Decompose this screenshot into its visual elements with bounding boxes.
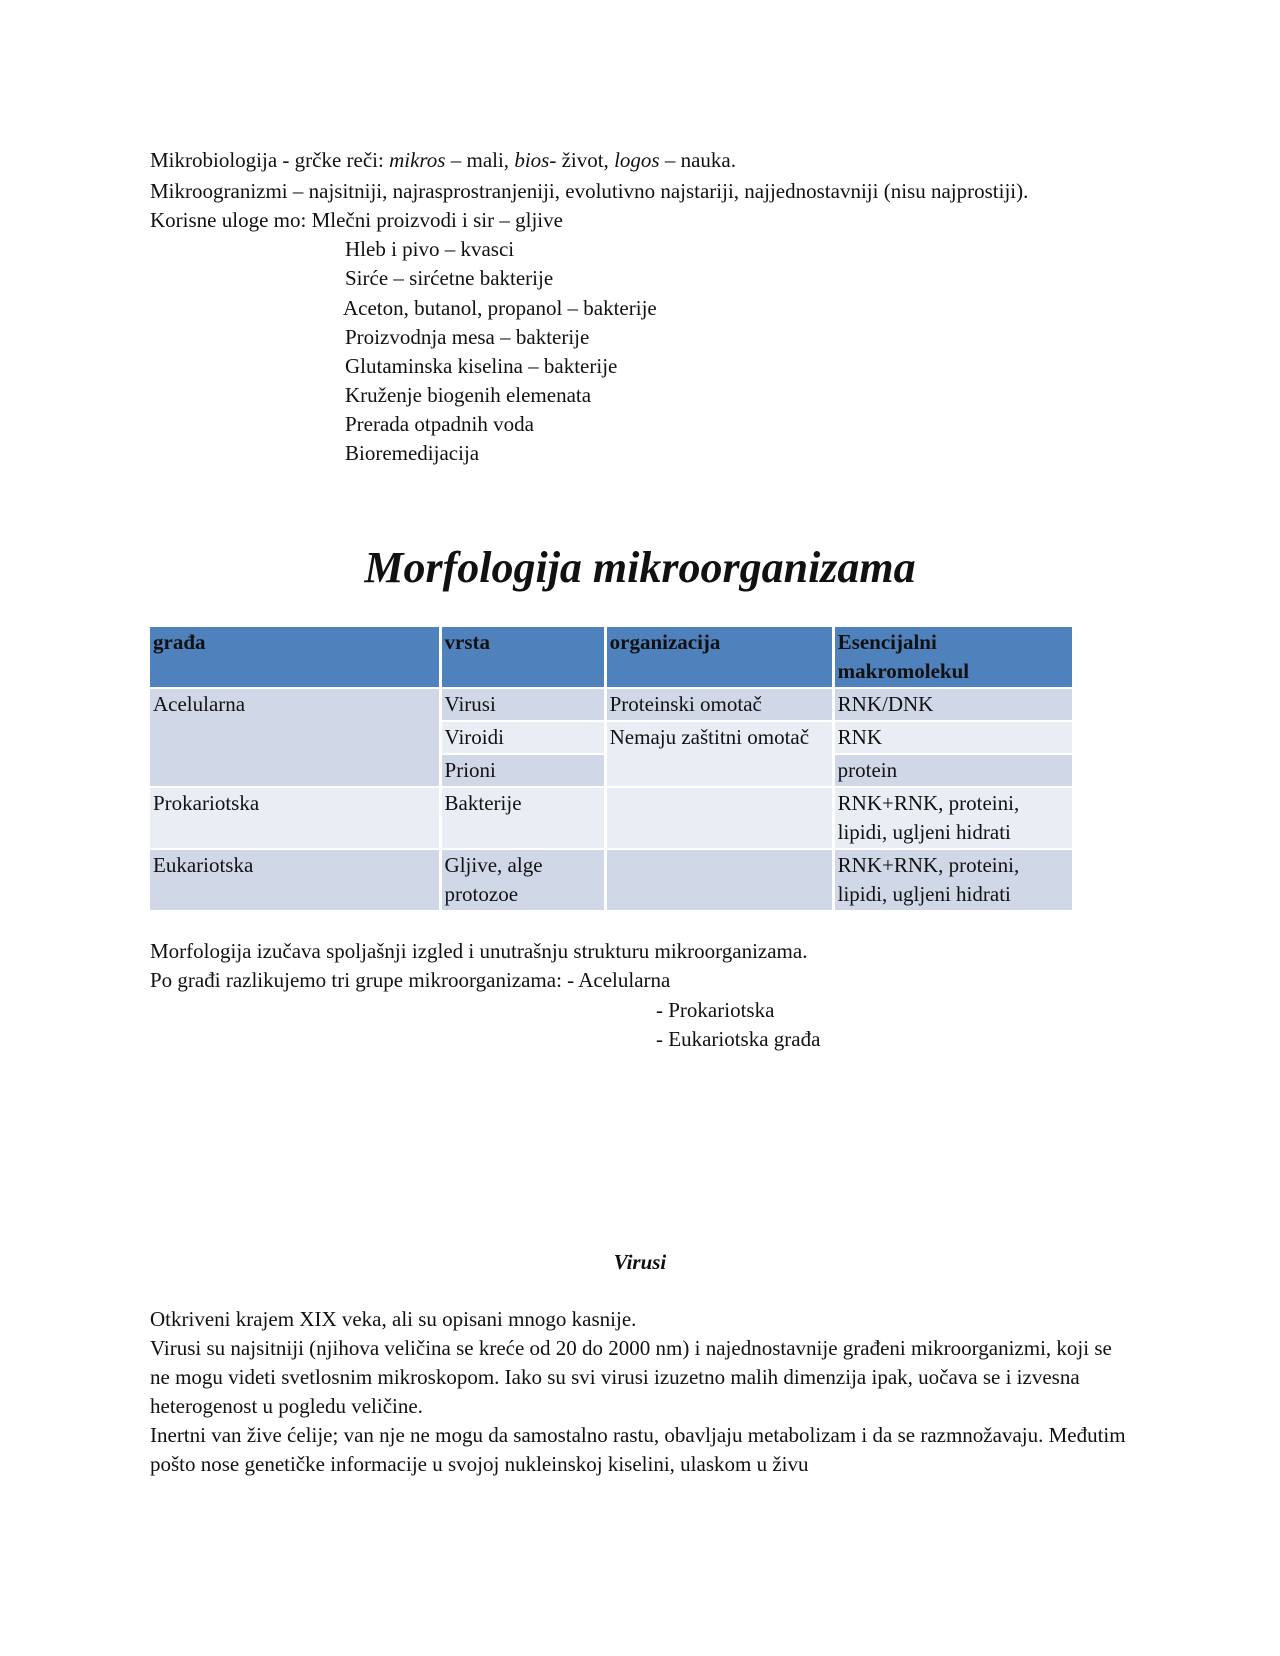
use-item: Kruženje biogenih elemenata	[345, 383, 592, 407]
header-grada: građa	[150, 627, 439, 687]
use-item: Prerada otpadnih voda	[345, 412, 534, 436]
use-item: Sirće – sirćetne bakterije	[345, 266, 554, 290]
cell-grada: Acelularna	[150, 689, 439, 786]
cell-vrsta: Prioni	[442, 755, 604, 786]
intro-text: Mikrobiologija - grčke reči:	[150, 148, 390, 172]
uses-label: Korisne uloge mo:	[150, 208, 312, 232]
use-item: Aceton, butanol, propanol – bakterije	[343, 296, 657, 320]
use-item: Glutaminska kiselina – bakterije	[345, 354, 618, 378]
use-item: Mlečni proizvodi i sir – gljive	[311, 208, 563, 232]
morphology-table	[147, 625, 1075, 912]
cell-makromolekul: RNK+RNK, proteini, lipidi, ugljeni hidrati	[835, 850, 1072, 910]
morph-line-2: Po građi razlikujemo tri grupe mikroorganizama: - Acelularna	[150, 968, 671, 992]
cell-vrsta: Gljive, alge protozoe	[442, 850, 604, 910]
cell-vrsta: Virusi	[442, 689, 604, 720]
cell-makromolekul: RNK	[835, 722, 1072, 753]
cell-makromolekul: RNK/DNK	[835, 689, 1072, 720]
cell-organizacija: Proteinski omotač	[607, 689, 832, 720]
table-row	[150, 689, 1072, 720]
intro-line-2: Mikroogranizmi – najsitniji, najrasprostranjeniji, evolutivno najstariji, najjednostavniji (nisu najprostiji).	[150, 179, 1029, 203]
cell-vrsta: Viroidi	[442, 722, 604, 753]
header-organizacija: organizacija	[607, 627, 832, 687]
intro-text: – nauka.	[659, 148, 736, 172]
intro-line-1	[150, 146, 736, 175]
intro-text: - život,	[549, 148, 615, 172]
section-title: Morfologija mikroorganizama	[364, 543, 916, 592]
term-mikros: mikros	[389, 148, 446, 172]
cell-organizacija	[607, 850, 832, 910]
morph-list-item: - Eukariotska građa	[656, 1027, 821, 1051]
cell-organizacija	[607, 788, 832, 848]
virusi-paragraph: Otkriveni krajem XIX veka, ali su opisani mnogo kasnije.	[150, 1307, 637, 1331]
virusi-title: Virusi	[613, 1250, 667, 1274]
cell-organizacija: Nemaju zaštitni omotač	[607, 722, 832, 786]
virusi-paragraph: Inertni van žive ćelije; van nje ne mogu da samostalno rastu, obavljaju metabolizam i da se razmnožavaju. Međutim pošto nose genetičke informacije u svojoj nukleinskoj kiselini, ulaskom u živu	[150, 1423, 1126, 1476]
use-item: Hleb i pivo – kvasci	[345, 237, 515, 261]
table-row	[150, 788, 1072, 848]
cell-grada: Prokariotska	[150, 788, 439, 848]
term-bios: bios	[514, 148, 550, 172]
intro-text: – mali,	[445, 148, 515, 172]
morph-line-1: Morfologija izučava spoljašnji izgled i unutrašnju strukturu mikroorganizama.	[150, 939, 808, 963]
header-makromolekul: Esencijalni makromolekul	[835, 627, 1072, 687]
intro-line-3	[150, 206, 563, 235]
cell-makromolekul: protein	[835, 755, 1072, 786]
cell-makromolekul: RNK+RNK, proteini, lipidi, ugljeni hidrati	[835, 788, 1072, 848]
term-logos: logos	[614, 148, 660, 172]
cell-grada: Eukariotska	[150, 850, 439, 910]
use-item: Bioremedijacija	[345, 441, 480, 465]
table-row	[150, 850, 1072, 910]
morph-list-item: - Prokariotska	[656, 998, 775, 1022]
header-vrsta: vrsta	[442, 627, 604, 687]
table-header-row	[150, 627, 1072, 687]
cell-vrsta: Bakterije	[442, 788, 604, 848]
use-item: Proizvodnja mesa – bakterije	[345, 325, 590, 349]
virusi-paragraph: Virusi su najsitniji (njihova veličina se kreće od 20 do 2000 nm) i najednostavnije građeni mikroorganizmi, koji se ne mogu videti svetlosnim mikroskopom. Iako su svi virusi izuzetno malih dimenzija ipak, uočava se i izvesna heterogenost u pogledu veličine.	[150, 1336, 1112, 1418]
